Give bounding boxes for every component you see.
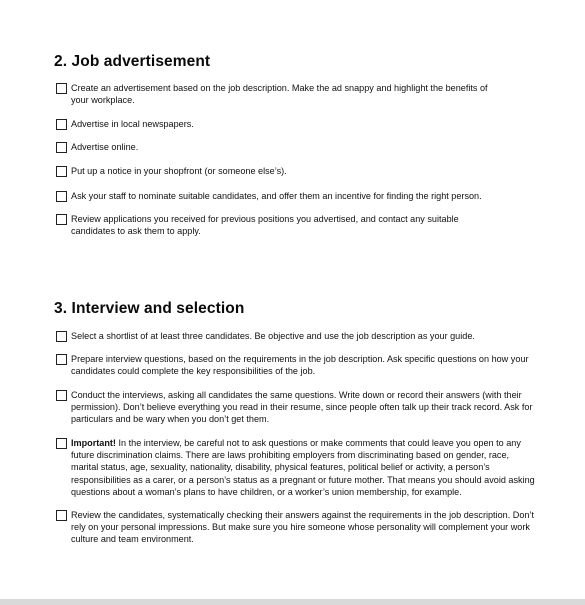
checklist-item [56,353,536,377]
checkbox[interactable] [56,390,67,401]
checklist-item-text: Advertise online. [71,142,139,152]
checklist-item [56,190,536,202]
checklist-item-text [71,437,536,498]
checklist-item [56,82,501,106]
important-text: In the interview, be careful not to ask questions or make comments that could leave you open to any future discrimination claims. There are laws prohibiting employers from discriminating based on gender, race, marital status, age, sexuality, nationality, disability, physical features, political belief or activity, a person’s responsibilities as a carer, or a person’s status as a pregnant or future mother. That means you should avoid asking questions about a woman’s plans to have children, or a worker’s union membership, for example. [71,438,535,497]
checkbox[interactable] [56,83,67,94]
page-bottom-border [0,599,585,605]
checkbox[interactable] [56,331,67,342]
checklist-item-text: Advertise in local newspapers. [71,119,194,129]
checklist-item-text: Select a shortlist of at least three candidates. Be objective and use the job description as your guide. [71,331,475,341]
checklist-item [56,118,536,130]
checkbox[interactable] [56,166,67,177]
checklist-item-text: Create an advertisement based on the job description. Make the ad snappy and highlight the benefits of your workplace. [71,83,488,106]
checklist-item-text: Prepare interview questions, based on the requirements in the job description. Ask specific questions on how your candidates could complete the key responsibilities of the job. [71,354,529,377]
checkbox[interactable] [56,354,67,365]
checklist-item [56,213,486,237]
checklist-item [56,509,536,546]
checklist-item-text: Review the candidates, systematically checking their answers against the requirements in the job description. Don’t rely on your personal impressions. But make sure you hire someone whose personality will complement your work culture and team environment. [71,510,535,545]
important-label: Important! [71,438,116,448]
checklist-item-text: Review applications you received for previous positions you advertised, and contact any suitable candidates to ask them to apply. [71,214,459,237]
checkbox[interactable] [56,142,67,153]
checklist-item-important [56,437,536,498]
section-heading-job-advertisement: 2. Job advertisement [54,53,211,70]
checkbox[interactable] [56,191,67,202]
section-heading-interview-selection: 3. Interview and selection [54,300,245,317]
checkbox[interactable] [56,438,67,449]
checklist-item-text: Ask your staff to nominate suitable candidates, and offer them an incentive for finding the right person. [71,191,482,201]
checkbox[interactable] [56,119,67,130]
checklist-item [56,141,536,153]
checkbox[interactable] [56,214,67,225]
checklist-item-text: Conduct the interviews, asking all candidates the same questions. Write down or record their answers (with their permission). Don’t believe everything you read in their resume, since people often talk up their track record. Ask for particulars and be wary when you don’t get them. [71,390,533,425]
checkbox[interactable] [56,510,67,521]
checklist-item-text: Put up a notice in your shopfront (or someone else’s). [71,166,287,176]
checklist-item [56,389,536,426]
checklist-item [56,165,536,177]
checklist-item [56,330,536,342]
